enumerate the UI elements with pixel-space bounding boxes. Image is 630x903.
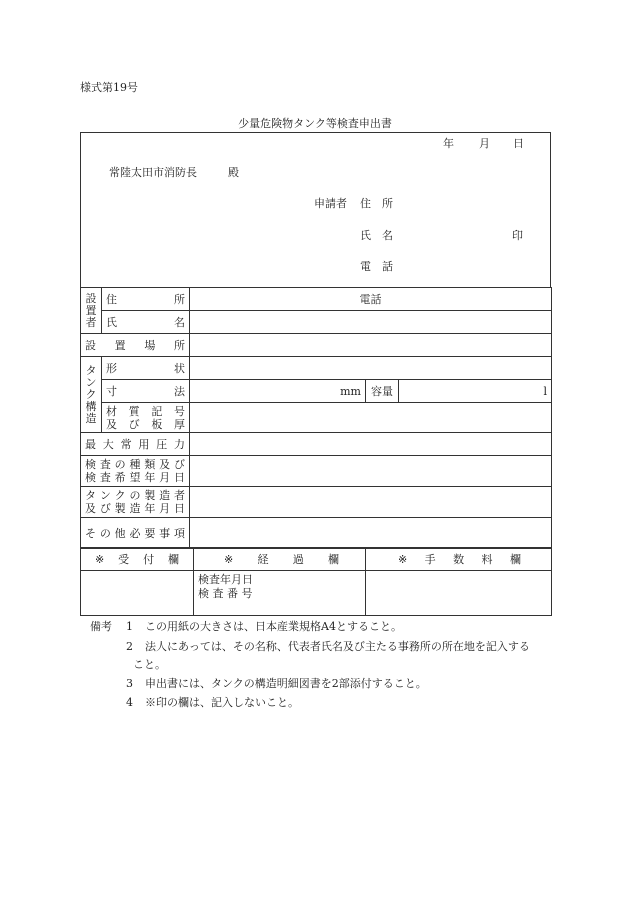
max-pressure-label: 最 大 常 用 圧 力 bbox=[81, 433, 190, 456]
max-pressure-field[interactable] bbox=[190, 433, 552, 456]
page-title: 少量危険物タンク等検査申出書 bbox=[238, 117, 392, 130]
tank-structure-group-label: タ ン ク 構 造 bbox=[81, 357, 102, 433]
note-3-text: 申出書には、タンクの構造明細図書を2部添付すること。 bbox=[145, 677, 427, 690]
material-thickness-field[interactable] bbox=[190, 403, 552, 433]
other-items-field[interactable] bbox=[190, 518, 552, 549]
other-items-label: そ の 他 必 要 事 項 bbox=[81, 518, 190, 549]
inspection-number-label: 検 査 番 号 bbox=[198, 587, 253, 600]
installer-address-label: 住 所 bbox=[102, 288, 190, 311]
shape-field[interactable] bbox=[190, 357, 552, 380]
unit-mm: mm bbox=[340, 384, 361, 398]
capacity-field[interactable] bbox=[399, 380, 552, 403]
tank-maker-field[interactable] bbox=[190, 487, 552, 518]
installer-name-label: 氏 名 bbox=[102, 311, 190, 334]
note-2-continuation: こと。 bbox=[133, 658, 166, 671]
note-1-number: 1 bbox=[126, 620, 133, 633]
applicant-phone-label: 電 話 bbox=[360, 260, 393, 273]
install-location-field[interactable] bbox=[190, 334, 552, 357]
note-4-text: ※印の欄は、記入しないこと。 bbox=[145, 696, 299, 709]
unit-liter: l bbox=[543, 384, 548, 398]
progress-field[interactable] bbox=[194, 571, 366, 616]
seal-mark: 印 bbox=[512, 229, 523, 242]
installer-group-label: 設 置 者 bbox=[81, 288, 102, 334]
dimensions-label: 寸 法 bbox=[102, 380, 190, 403]
fee-header: ※ 手 数 料 欄 bbox=[366, 548, 552, 571]
tank-maker-label: タ ン ク の 製 造 者 及 び 製 造 年 月 日 bbox=[81, 487, 190, 518]
addressee-honorific: 殿 bbox=[228, 166, 239, 179]
capacity-label: 容量 bbox=[366, 380, 399, 403]
inspection-type-date-label: 検 査 の 種 類 及 び 検 査 希 望 年 月 日 bbox=[81, 456, 190, 487]
applicant-name-label: 氏 名 bbox=[360, 229, 393, 242]
form-number: 様式第19号 bbox=[80, 81, 138, 94]
note-2-number: 2 bbox=[126, 640, 133, 653]
material-thickness-label: 材 質 記 号 及 び 板 厚 bbox=[102, 403, 190, 433]
office-use-table bbox=[80, 547, 552, 616]
shape-label: 形 状 bbox=[102, 357, 190, 380]
applicant-label: 申請者 bbox=[314, 197, 347, 210]
date-day: 日 bbox=[513, 137, 524, 150]
note-1-text: この用紙の大きさは、日本産業規格A4とすること。 bbox=[145, 620, 402, 633]
inspection-date-label: 検査年月日 bbox=[198, 573, 253, 586]
note-3-number: 3 bbox=[126, 677, 133, 690]
notes-label: 備考 bbox=[90, 620, 112, 633]
applicant-address-label: 住 所 bbox=[360, 197, 393, 210]
progress-header: ※ 経 過 欄 bbox=[194, 548, 366, 571]
fee-field[interactable] bbox=[366, 571, 552, 616]
installer-name-field[interactable] bbox=[190, 311, 552, 334]
inspection-type-date-field[interactable] bbox=[190, 456, 552, 487]
addressee-name: 常陸太田市消防長 bbox=[109, 166, 197, 179]
install-location-label: 設 置 場 所 bbox=[81, 334, 190, 357]
reception-field[interactable] bbox=[81, 571, 194, 616]
dimensions-field[interactable] bbox=[190, 380, 366, 403]
application-table bbox=[80, 287, 552, 549]
note-4-number: 4 bbox=[126, 696, 133, 709]
date-year: 年 bbox=[443, 137, 454, 150]
reception-header: ※ 受 付 欄 bbox=[81, 548, 194, 571]
header-box bbox=[80, 132, 551, 287]
note-2-text: 法人にあっては、その名称、代表者氏名及び主たる事務所の所在地を記入する bbox=[145, 640, 530, 653]
date-month: 月 bbox=[479, 137, 490, 150]
installer-phone-label: 電話 bbox=[190, 288, 552, 311]
